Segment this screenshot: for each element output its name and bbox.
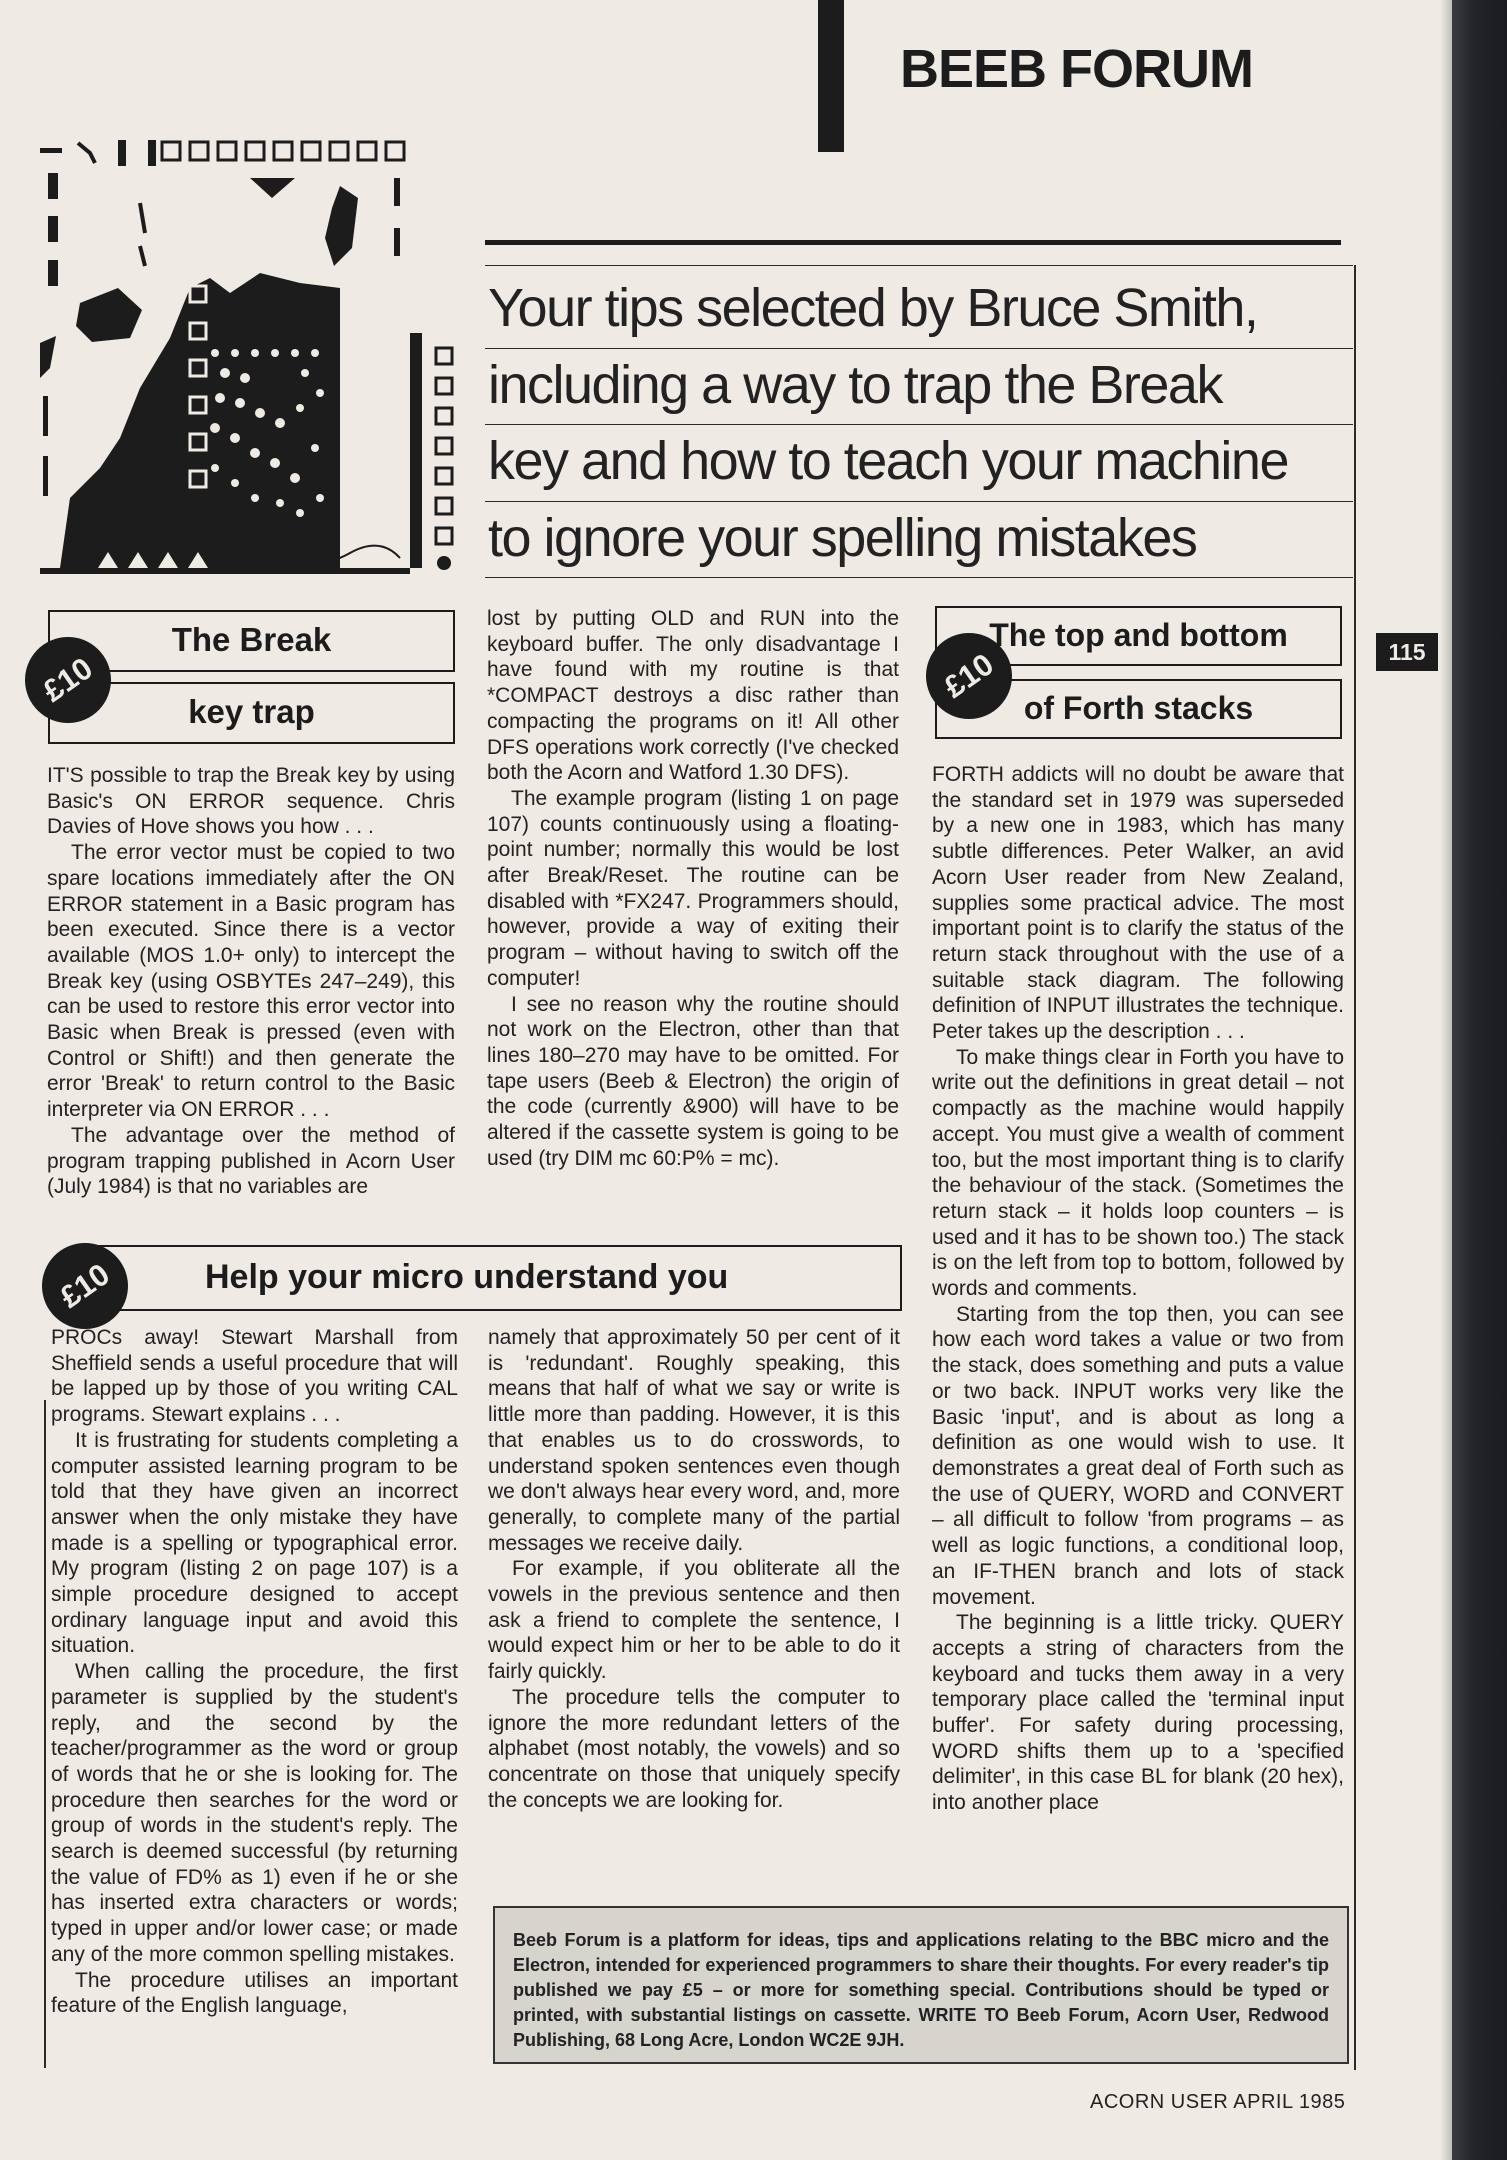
prize-badge: £10 <box>25 1226 145 1346</box>
break-title-box <box>48 610 455 672</box>
break-column-2 <box>487 606 899 1171</box>
paragraph: The example program (listing 1 on page 107) counts continuously using a floating-point number; normally this would be lost after Break/Reset. The routine can be disabled with *FX247. Programmers should, however, provide a way of exiting their program – without having to switch off the computer! <box>487 786 899 990</box>
pixel-art-illustration <box>40 138 460 578</box>
paragraph: When calling the procedure, the first parameter is supplied by the student's reply, and the second by the teacher/programmer as the word or group of words that he or she is looking for. The procedure then searches for the word or group of words in the student's reply. The search is deemed successful (by returning the value of FD% as 1) even if he or she has inserted extra characters or words; typed in upper and/or lower case; or made any of the more common spelling mistakes. <box>51 1660 458 1966</box>
submission-info-box: Beeb Forum is a platform for ideas, tips and applications relating to the BBC micro and the Electron, intended for experienced programmers to share their thoughts. For every reader's tip published we pay £5 – or more for something special. Contributions should be typed or printed, with substantial listings on cassette. WRITE TO Beeb Forum, Acorn User, Redwood Publishing, 68 Long Acre, London WC2E 9JH. <box>493 1906 1349 2064</box>
paragraph: IT'S possible to trap the Break key by using Basic's ON ERROR sequence. Chris Davies of Hove shows you how . . . <box>47 764 455 839</box>
forth-title-line2: of Forth stacks <box>1023 690 1254 726</box>
headline-line: including a way to trap the Break <box>488 355 1222 415</box>
paragraph: The advantage over the method of program trapping published in Acorn User (July 1984) is that no variables are <box>47 1123 455 1199</box>
break-title-line1: The Break <box>171 621 332 658</box>
page-number-tab: 115 <box>1376 633 1438 671</box>
paragraph: The procedure utilises an important feature of the English language, <box>51 1968 458 2018</box>
paragraph: The beginning is a little tricky. QUERY accepts a string of characters from the keyboard and tucks them away in a very temporary place called the 'terminal input buffer'. For safety during processing, WORD shifts them up to a 'specified delimiter', in this case BL for blank (20 hex), into another place <box>932 1611 1344 1815</box>
micro-title: Help your micro understand you <box>205 1258 729 1296</box>
paragraph: The procedure tells the computer to ignore the more redundant letters of the alphabet (most notably, the vowels) and so concentrate on those that uniquely specify the concepts we are looking for. <box>488 1685 900 1812</box>
paragraph: The error vector must be copied to two spare locations immediately after the ON ERROR statement in a Basic program has been executed. Since there is a vector available (MOS 1.0+ only) to intercept the Break key (using OSBYTEs 247–249), this can be used to restore this error vector into Basic when Break is pressed (even with Control or Shift!) and then generate the error 'Break' to return control to the Basic interpreter via ON ERROR . . . <box>47 841 455 1122</box>
magazine-binding <box>1452 0 1507 2160</box>
prize-badge: £10 <box>8 620 128 740</box>
issue-footer: ACORN USER APRIL 1985 <box>1090 2091 1346 2113</box>
paragraph: Starting from the top then, you can see how each word takes a value or two from the stack, does something and puts a value or two back. INPUT works very like the Basic 'input', and is about as long a definition as one would wish to use. It demonstrates a great deal of Forth such as the use of QUERY, WORD and CONVERT – all difficult to follow 'from programs – as well as logic functions, a conditional loop, an IF-THEN branch and lots of stack movement. <box>932 1302 1344 1609</box>
paragraph: I see no reason why the routine should not work on the Electron, other than that lines 180–270 may have to be omitted. For tape users (Beeb & Electron) the origin of the code (currently &900) will have to be altered if the cassette system is going to be used (try DIM mc 60:P% = mc). <box>487 992 899 1170</box>
break-column-1 <box>47 763 455 1200</box>
break-title-line2: key trap <box>188 693 315 730</box>
paragraph: To make things clear in Forth you have to write out the definitions in great detail – not compactly as the machine would happily accept. You must give a wealth of comment too, but the most important thing is to clarify the behaviour of the stack. (Sometimes the return stack – it holds loop counters – is used and it has to be shown too.) The stack is on the left from top to bottom, followed by words and comments. <box>932 1045 1344 1301</box>
paragraph: FORTH addicts will no doubt be aware that the standard set in 1979 was superseded by a new one in 1983, which has many subtle differences. Peter Walker, an avid Acorn User reader from New Zealand, supplies some practical advice. The most important point is to clarify the status of the return stack throughout with the use of a suitable stack diagram. The following definition of INPUT illustrates the technique. Peter takes up the description . . . <box>932 763 1344 1044</box>
column-frame-left <box>44 1400 46 2068</box>
header-bar <box>818 0 844 152</box>
micro-title-box <box>88 1245 902 1311</box>
headline-rule <box>485 577 1353 578</box>
headline-line: Your tips selected by Bruce Smith, <box>488 278 1258 338</box>
headline-top-rule <box>485 240 1341 245</box>
section-title: BEEB FORUM <box>900 39 1253 99</box>
paragraph: lost by putting OLD and RUN into the keyboard buffer. The only disadvantage I have found with my routine is that *COMPACT destroys a disc rather than compacting the programs on it! All other DFS operations work correctly (I've checked both the Acorn and Watford 1.30 DFS). <box>487 607 899 785</box>
micro-column-1 <box>51 1325 458 2019</box>
forth-column <box>932 762 1344 1816</box>
headline-rule <box>485 501 1353 502</box>
headline-rule <box>485 424 1353 425</box>
headline-rule <box>485 265 1353 266</box>
headline-rule <box>485 348 1353 349</box>
micro-column-2 <box>488 1325 900 1813</box>
paragraph: For example, if you obliterate all the vowels in the previous sentence and then ask a friend to complete the sentence, I would expect him or her to be able to do it fairly quickly. <box>488 1557 900 1684</box>
prize-badge: £10 <box>909 616 1029 736</box>
headline-line: key and how to teach your machine <box>488 431 1288 491</box>
column-frame-right <box>1354 265 1356 2070</box>
forth-title-line1: The top and bottom <box>989 617 1288 653</box>
paragraph: namely that approximately 50 per cent of it is 'redundant'. Roughly speaking, this means that half of what we say or write is little more than padding. However, it is this that enables us to do crosswords, to understand spoken sentences even though we don't always hear every word, and, more generally, to complete many of the partial messages we receive daily. <box>488 1326 900 1555</box>
paragraph: PROCs away! Stewart Marshall from Sheffield sends a useful procedure that will be lapped up by those of you writing CAL programs. Stewart explains . . . <box>51 1326 458 1427</box>
headline-line: to ignore your spelling mistakes <box>488 508 1197 568</box>
paragraph: It is frustrating for students completing a computer assisted learning program to be told that they have given an incorrect answer when the only mistake they have made is a spelling or typographical error. My program (listing 2 on page 107) is a simple procedure designed to accept ordinary language input and avoid this situation. <box>51 1428 458 1658</box>
